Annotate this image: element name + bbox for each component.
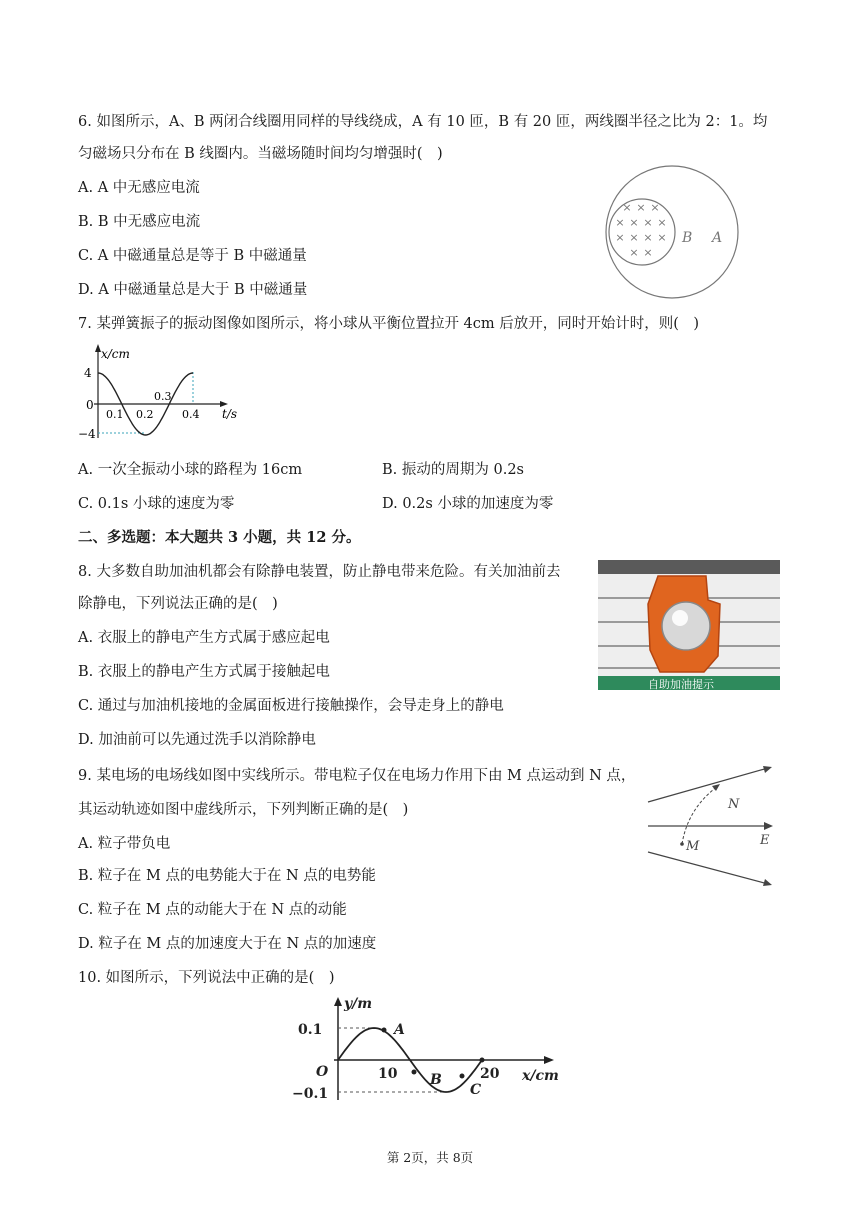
field-x: ×	[622, 201, 632, 214]
q7-tick-02: 0.2	[136, 408, 154, 421]
q10-tick-pos: 0.1	[298, 1022, 323, 1038]
q7-option-c: C. 0.1s 小球的速度为零	[78, 496, 235, 512]
q7-tick-4: 4	[84, 366, 92, 380]
field-x: ×	[629, 216, 639, 229]
label-b: B	[682, 230, 693, 246]
point-a	[382, 1028, 387, 1033]
q7-xlabel: t/s	[222, 407, 238, 421]
field-line-bottom	[648, 852, 768, 884]
q9-option-d: D. 粒子在 M 点的加速度大于在 N 点的加速度	[78, 936, 377, 952]
q10-label-b: B	[430, 1072, 442, 1088]
q9-stem-line1: 9. 某电场的电场线如图中实线所示。带电粒子仅在电场力作用下由 M 点运动到 N 点，	[78, 768, 636, 784]
q10-wave-graph	[290, 994, 590, 1106]
q7-ylabel: x/cm	[101, 347, 130, 361]
q7-tick-01: 0.1	[106, 408, 124, 421]
q10-stem: 10. 如图所示，下列说法中正确的是( )	[78, 970, 335, 986]
field-x: ×	[643, 231, 653, 244]
q7-tick-04: 0.4	[182, 408, 200, 421]
field-x: ×	[643, 246, 653, 259]
q10-ylabel: y/m	[344, 996, 373, 1012]
q6-stem-line1: 6. 如图所示，A、B 两闭合线圈用同样的导线绕成，A 有 10 匝，B 有 20 匝，两线圈半径之比为 2：1。均	[78, 114, 768, 130]
q8-stem-line2: 除静电，下列说法正确的是( )	[78, 596, 278, 612]
page-footer: 第 2页，共 8页	[386, 1150, 474, 1165]
point-m	[680, 842, 684, 846]
q9-stem-line2: 其运动轨迹如图中虚线所示，下列判断正确的是( )	[78, 802, 409, 818]
field-x: ×	[650, 201, 660, 214]
q8-photo-caption: 自助加油提示	[648, 678, 714, 690]
q10-tick-10: 10	[378, 1066, 398, 1082]
label-e: E	[760, 833, 770, 848]
q6-option-c: C. A 中磁通量总是等于 B 中磁通量	[78, 248, 307, 264]
q9-option-b: B. 粒子在 M 点的电势能大于在 N 点的电势能	[78, 868, 376, 884]
q8-static-discharge-photo	[598, 560, 780, 690]
q8-option-d: D. 加油前可以先通过洗手以消除静电	[78, 732, 316, 748]
q7-option-a: A. 一次全振动小球的路程为 16cm	[78, 462, 303, 478]
field-x: ×	[636, 201, 646, 214]
section-2-title: 二、多选题：本大题共 3 小题，共 12 分。	[78, 529, 361, 546]
field-x: ×	[629, 231, 639, 244]
q6-coil-figure	[572, 160, 772, 302]
q10-tick-neg: −0.1	[292, 1086, 329, 1102]
field-x: ×	[629, 246, 639, 259]
q6-stem-line2: 匀磁场只分布在 B 线圈内。当磁场随时间均匀增强时( )	[78, 146, 443, 162]
point-b	[412, 1070, 417, 1075]
q8-option-c: C. 通过与加油机接地的金属面板进行接触操作，会导走身上的静电	[78, 698, 504, 714]
point-20	[480, 1058, 485, 1063]
field-x: ×	[615, 216, 625, 229]
field-x: ×	[615, 231, 625, 244]
q7-tick-neg4: −4	[78, 427, 96, 441]
q7-tick-03: 0.3	[154, 390, 172, 403]
q10-xlabel: x/cm	[522, 1068, 559, 1084]
q8-option-b: B. 衣服上的静电产生方式属于接触起电	[78, 664, 330, 680]
q10-origin: O	[316, 1064, 329, 1080]
q6-option-a: A. A 中无感应电流	[78, 180, 200, 196]
point-c	[460, 1074, 465, 1079]
q10-tick-20: 20	[480, 1066, 500, 1082]
field-line-top	[648, 768, 768, 802]
q9-electric-field-figure	[640, 760, 780, 892]
label-a: A	[712, 230, 723, 246]
q7-origin: 0	[86, 398, 94, 412]
q10-label-a: A	[394, 1022, 405, 1038]
q6-option-b: B. B 中无感应电流	[78, 214, 201, 230]
q8-option-a: A. 衣服上的静电产生方式属于感应起电	[78, 630, 330, 646]
q7-option-d: D. 0.2s 小球的加速度为零	[382, 496, 554, 512]
particle-trajectory	[682, 786, 718, 844]
field-x: ×	[643, 216, 653, 229]
field-x: ×	[657, 216, 667, 229]
q7-vibration-graph	[72, 342, 252, 446]
q7-option-b: B. 振动的周期为 0.2s	[382, 462, 524, 478]
q6-option-d: D. A 中磁通量总是大于 B 中磁通量	[78, 282, 308, 298]
label-m: M	[686, 839, 700, 854]
label-n: N	[728, 797, 740, 812]
q9-option-c: C. 粒子在 M 点的动能大于在 N 点的动能	[78, 902, 347, 918]
q7-stem: 7. 某弹簧振子的振动图像如图所示，将小球从平衡位置拉开 4cm 后放开，同时开始计时，则( )	[78, 316, 700, 332]
q8-stem-line1: 8. 大多数自助加油机都会有除静电装置，防止静电带来危险。有关加油前去	[78, 564, 561, 580]
q10-label-c: C	[470, 1082, 482, 1098]
q9-option-a: A. 粒子带负电	[78, 836, 171, 852]
field-x: ×	[657, 231, 667, 244]
